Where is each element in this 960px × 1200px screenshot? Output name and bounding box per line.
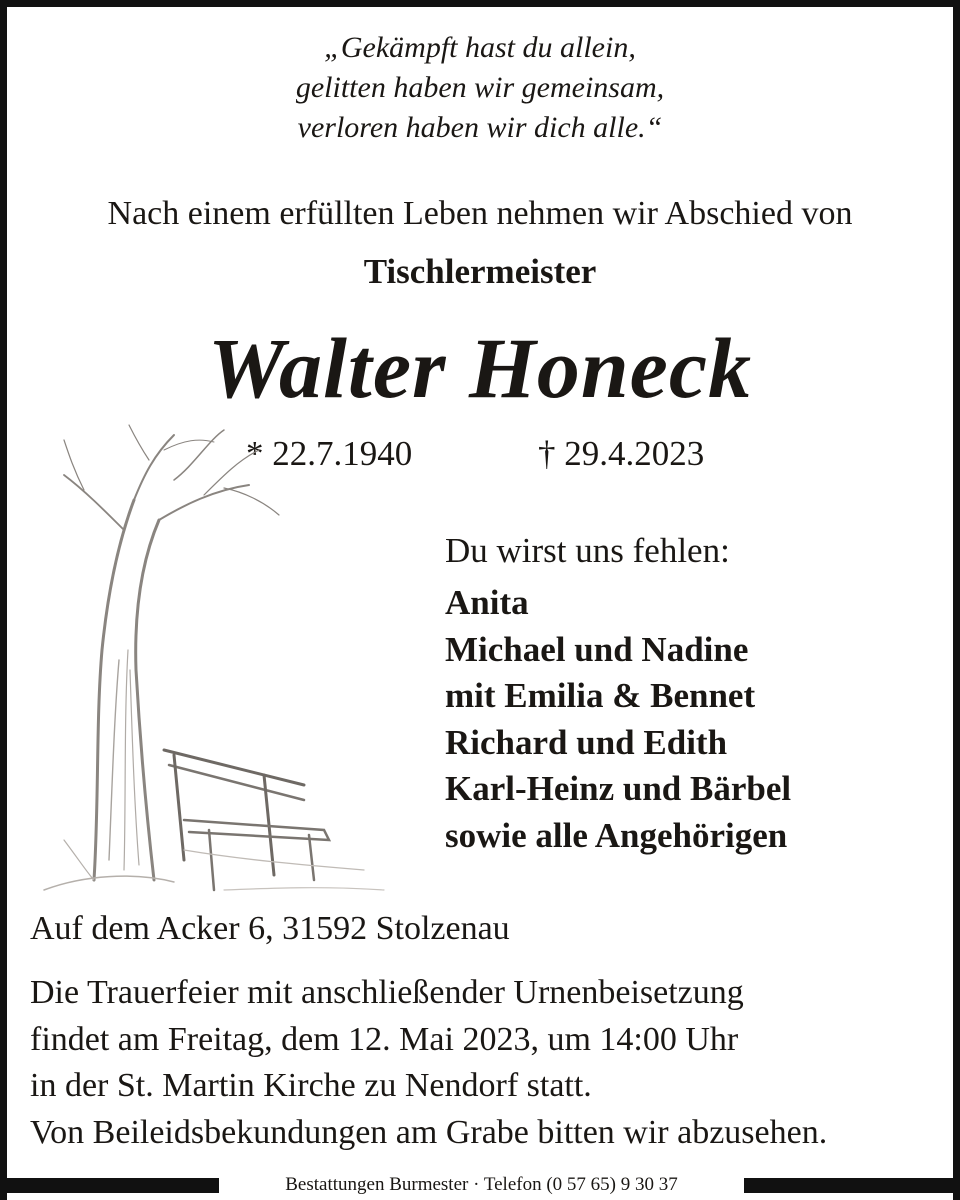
ceremony-line: Die Trauerfeier mit anschließender Urnenbeisetzung — [30, 974, 744, 1011]
funeral-home-contact: Bestattungen Burmester · Telefon (0 57 65) 9 30 37 — [285, 1174, 678, 1195]
family-list — [445, 580, 791, 859]
ceremony-line: in der St. Martin Kirche zu Nendorf statt. — [30, 1067, 592, 1104]
profession-title: Tischlermeister — [363, 252, 597, 291]
ceremony-line: findet am Freitag, dem 12. Mai 2023, um 14:00 Uhr — [30, 1020, 739, 1058]
footer-bar — [744, 1178, 953, 1193]
list-item: Anita — [445, 583, 529, 622]
list-item: Michael und Nadine — [445, 629, 749, 669]
death-date: † 29.4.2023 — [538, 434, 705, 473]
list-item: Karl-Heinz und Bärbel — [445, 769, 792, 808]
footer-bar — [7, 1178, 219, 1193]
tree-and-bench-icon — [24, 420, 414, 900]
motto-quote — [0, 28, 960, 148]
motto-line: gelitten haben wir gemeinsam, — [295, 71, 665, 104]
motto-line: verloren haben wir dich alle.“ — [297, 111, 663, 144]
list-item: Richard und Edith — [445, 722, 728, 762]
deceased-name: Walter Honeck — [207, 320, 753, 416]
intro-text: Nach einem erfüllten Leben nehmen wir Abschied von — [107, 195, 853, 232]
ceremony-line: Von Beileidsbekundungen am Grabe bitten wir abzusehen. — [30, 1113, 828, 1151]
address: Auf dem Acker 6, 31592 Stolzenau — [30, 910, 510, 947]
list-item: mit Emilia & Bennet — [445, 676, 756, 715]
footer — [0, 1170, 960, 1200]
ceremony-notice — [30, 970, 827, 1156]
family-intro: Du wirst uns fehlen: — [445, 531, 730, 570]
birth-date: * 22.7.1940 — [246, 434, 413, 473]
motto-line: „Gekämpft hast du allein, — [324, 31, 636, 64]
list-item: sowie alle Angehörigen — [445, 815, 788, 855]
